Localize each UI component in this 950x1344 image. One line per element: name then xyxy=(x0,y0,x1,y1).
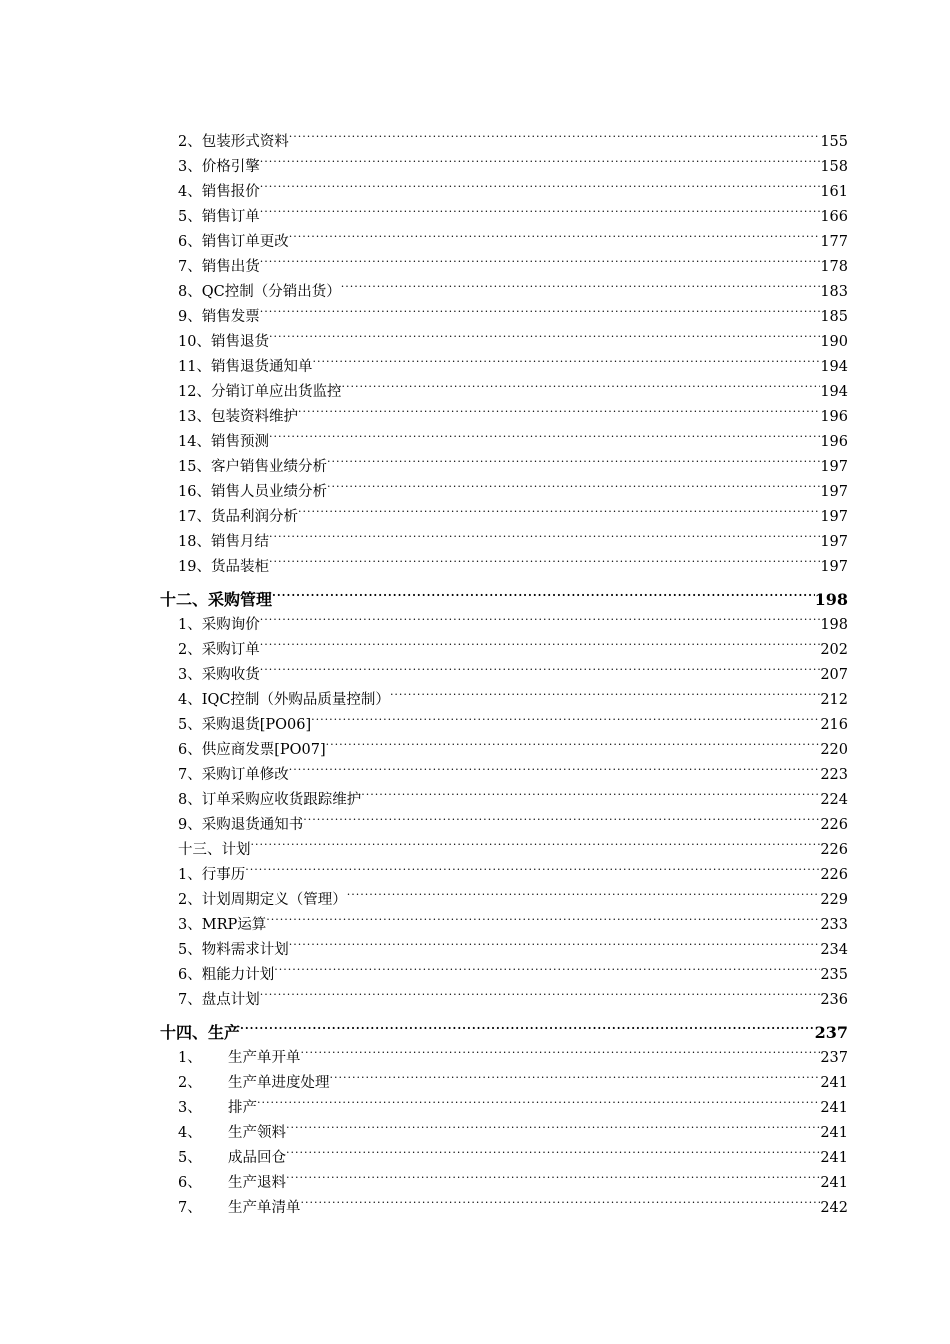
dot-leader xyxy=(341,378,820,396)
toc-entry-label: 8、订单采购应收货跟踪维护 xyxy=(178,792,362,808)
dot-leader xyxy=(251,836,821,854)
toc-chapter[interactable] xyxy=(160,1020,848,1042)
toc-entry-number: 3、 xyxy=(178,1100,202,1116)
toc-entry-page: 158 xyxy=(820,159,848,175)
dot-leader xyxy=(301,1044,821,1062)
toc-entry[interactable] xyxy=(178,686,848,709)
toc-entry-page: 190 xyxy=(820,334,848,350)
toc-entry-label: 3、价格引擎 xyxy=(178,159,260,175)
toc-entry-page: 177 xyxy=(820,234,848,250)
toc-entry-label: 17、货品利润分析 xyxy=(178,509,298,525)
toc-entry-label: 生产退料 xyxy=(228,1175,286,1191)
toc-entry-page: 197 xyxy=(820,484,848,500)
toc-entry-page: 197 xyxy=(820,534,848,550)
toc-entry[interactable] xyxy=(178,303,848,326)
dot-leader xyxy=(347,886,821,904)
toc-entry[interactable] xyxy=(178,911,848,934)
toc-entry-label: 7、销售出货 xyxy=(178,259,260,275)
dot-leader xyxy=(289,936,821,954)
toc-entry[interactable] xyxy=(178,478,848,501)
toc-entry-page: 241 xyxy=(820,1100,848,1116)
toc-entry-label: 4、IQC控制（外购品质量控制） xyxy=(178,692,390,708)
dot-leader xyxy=(266,911,820,929)
toc-entry[interactable] xyxy=(178,1194,848,1217)
toc-chapter-label: 十二、采购管理 xyxy=(160,590,273,609)
toc-entry-label: 8、QC控制（分销出货） xyxy=(178,284,341,300)
toc-entry[interactable] xyxy=(178,1094,848,1117)
toc-entry[interactable] xyxy=(178,278,848,301)
toc-entry-number: 7、 xyxy=(178,1200,202,1216)
toc-entry[interactable] xyxy=(178,328,848,351)
dot-leader xyxy=(326,736,821,754)
toc-entry-label: 3、MRP运算 xyxy=(178,917,267,933)
toc-entry[interactable] xyxy=(178,528,848,551)
toc-entry-label: 6、粗能力计划 xyxy=(178,967,275,983)
dot-leader xyxy=(269,553,820,571)
toc-entry-page: 223 xyxy=(820,767,848,783)
dot-leader xyxy=(303,811,820,829)
toc-entry[interactable] xyxy=(178,353,848,376)
dot-leader xyxy=(274,961,820,979)
toc-entry-page: 226 xyxy=(820,817,848,833)
toc-entry[interactable] xyxy=(178,861,848,884)
toc-entry[interactable] xyxy=(178,203,848,226)
toc-entry-label: 19、货品装柜 xyxy=(178,559,269,575)
toc-entry-number: 4、 xyxy=(178,1125,202,1141)
toc-entry-label: 15、客户销售业绩分析 xyxy=(178,459,327,475)
toc-entry-number: 2、 xyxy=(178,1075,202,1091)
toc-entry-page: 224 xyxy=(820,792,848,808)
toc-entry-page: 197 xyxy=(820,459,848,475)
dot-leader xyxy=(257,1094,820,1112)
toc-entry[interactable] xyxy=(178,1044,848,1067)
toc-entry-page: 207 xyxy=(820,667,848,683)
dot-leader xyxy=(269,328,820,346)
toc-entry-page: 202 xyxy=(820,642,848,658)
dot-leader xyxy=(330,1069,821,1087)
dot-leader xyxy=(289,228,821,246)
toc-entry[interactable] xyxy=(178,228,848,251)
toc-entry-label: 13、包装资料维护 xyxy=(178,409,298,425)
toc-entry-label: 6、供应商发票[PO07] xyxy=(178,742,326,758)
toc-entry-label: 3、采购收货 xyxy=(178,667,260,683)
toc-entry[interactable] xyxy=(178,736,848,759)
toc-chapter-label: 十四、生产 xyxy=(160,1023,241,1042)
dot-leader xyxy=(240,1020,815,1038)
toc-entry-page: 241 xyxy=(820,1075,848,1091)
toc-chapter-page: 198 xyxy=(814,590,848,609)
toc-entry-label: 生产单开单 xyxy=(228,1050,301,1066)
dot-leader xyxy=(298,503,820,521)
toc-entry-label: 9、采购退货通知书 xyxy=(178,817,304,833)
toc-entry-label: 2、计划周期定义（管理） xyxy=(178,892,347,908)
dot-leader xyxy=(298,403,820,421)
dot-leader xyxy=(260,253,821,271)
toc-entry-label: 11、销售退货通知单 xyxy=(178,359,313,375)
toc-entry-label: 6、销售订单更改 xyxy=(178,234,289,250)
toc-entry-page: 220 xyxy=(820,742,848,758)
toc-entry-label: 14、销售预测 xyxy=(178,434,269,450)
toc-entry-page: 194 xyxy=(820,359,848,375)
toc-entry-page: 196 xyxy=(820,434,848,450)
dot-leader xyxy=(341,278,821,296)
dot-leader xyxy=(260,178,821,196)
toc-entry[interactable] xyxy=(178,553,848,576)
dot-leader xyxy=(260,661,821,679)
toc-entry-label: 5、销售订单 xyxy=(178,209,260,225)
toc-entry[interactable] xyxy=(178,253,848,276)
toc-entry-page: 234 xyxy=(820,942,848,958)
dot-leader xyxy=(269,428,820,446)
toc-entry-page: 155 xyxy=(820,134,848,150)
toc-entry-number: 6、 xyxy=(178,1175,202,1191)
toc-entry[interactable] xyxy=(178,886,848,909)
toc-entry-page: 226 xyxy=(820,842,848,858)
toc-entry[interactable] xyxy=(178,711,848,734)
toc-entry-page: 241 xyxy=(820,1175,848,1191)
toc-entry-label: 2、包装形式资料 xyxy=(178,134,289,150)
toc-entry-label: 4、销售报价 xyxy=(178,184,260,200)
toc-entry-page: 216 xyxy=(820,717,848,733)
dot-leader xyxy=(272,587,815,605)
toc-entry-page: 166 xyxy=(820,209,848,225)
toc-entry-page: 236 xyxy=(820,992,848,1008)
toc-entry[interactable] xyxy=(178,611,848,634)
toc-entry-label: 7、盘点计划 xyxy=(178,992,260,1008)
toc-entry-label: 16、销售人员业绩分析 xyxy=(178,484,327,500)
toc-entry-label: 生产领料 xyxy=(228,1125,286,1141)
toc-entry[interactable] xyxy=(178,453,848,476)
toc-entry-page: 241 xyxy=(820,1150,848,1166)
toc-entry-label: 5、物料需求计划 xyxy=(178,942,289,958)
toc-entry-page: 233 xyxy=(820,917,848,933)
dot-leader xyxy=(301,1194,821,1212)
toc-entry-label: 5、采购退货[PO06] xyxy=(178,717,312,733)
toc-entry-label: 1、行事历 xyxy=(178,867,246,883)
dot-leader xyxy=(260,986,821,1004)
toc-entry[interactable] xyxy=(178,428,848,451)
toc-chapter[interactable] xyxy=(160,587,848,609)
dot-leader xyxy=(390,686,820,704)
toc-entry[interactable] xyxy=(178,403,848,426)
toc-entry-page: 178 xyxy=(820,259,848,275)
toc-entry[interactable] xyxy=(178,1169,848,1192)
toc-entry[interactable] xyxy=(178,786,848,809)
toc-entry[interactable] xyxy=(178,1069,848,1092)
toc-entry-page: 241 xyxy=(820,1125,848,1141)
toc-entry-label: 12、分销订单应出货监控 xyxy=(178,384,342,400)
toc-entry-number: 1、 xyxy=(178,1050,202,1066)
toc-entry[interactable] xyxy=(178,128,848,151)
toc-entry[interactable] xyxy=(178,178,848,201)
toc-entry-page: 161 xyxy=(820,184,848,200)
toc-entry-label: 生产单进度处理 xyxy=(228,1075,330,1091)
toc-entry-label: 7、采购订单修改 xyxy=(178,767,289,783)
toc-entry-label: 18、销售月结 xyxy=(178,534,269,550)
toc-entry-page: 194 xyxy=(820,384,848,400)
dot-leader xyxy=(269,528,820,546)
dot-leader xyxy=(260,303,821,321)
toc-entry-label: 成品回仓 xyxy=(228,1150,286,1166)
toc-entry[interactable] xyxy=(178,503,848,526)
toc-entry-page: 185 xyxy=(820,309,848,325)
toc-entry-page: 196 xyxy=(820,409,848,425)
dot-leader xyxy=(260,203,821,221)
toc-entry[interactable] xyxy=(178,1119,848,1142)
toc-entry[interactable] xyxy=(178,986,848,1009)
dot-leader xyxy=(312,353,820,371)
toc-chapter-page: 237 xyxy=(814,1023,848,1042)
toc-entry[interactable] xyxy=(178,811,848,834)
toc-entry[interactable] xyxy=(178,836,848,859)
toc-entry[interactable] xyxy=(178,661,848,684)
toc-entry-page: 183 xyxy=(820,284,848,300)
toc-entry-page: 226 xyxy=(820,867,848,883)
toc-entry-page: 229 xyxy=(820,892,848,908)
toc-entry-page: 212 xyxy=(820,692,848,708)
toc-entry[interactable] xyxy=(178,1144,848,1167)
dot-leader xyxy=(327,478,820,496)
dot-leader xyxy=(311,711,820,729)
dot-leader xyxy=(286,1119,820,1137)
dot-leader xyxy=(245,861,820,879)
dot-leader xyxy=(260,153,821,171)
toc-entry-page: 197 xyxy=(820,559,848,575)
toc-entry-label: 9、销售发票 xyxy=(178,309,260,325)
dot-leader xyxy=(260,636,821,654)
toc-entry-label: 1、采购询价 xyxy=(178,617,260,633)
dot-leader xyxy=(361,786,820,804)
toc-entry[interactable] xyxy=(178,378,848,401)
dot-leader xyxy=(260,611,821,629)
dot-leader xyxy=(286,1144,820,1162)
toc-entry-number: 5、 xyxy=(178,1150,202,1166)
toc-entry-page: 198 xyxy=(820,617,848,633)
toc-entry-page: 197 xyxy=(820,509,848,525)
dot-leader xyxy=(289,761,821,779)
toc-entry-page: 235 xyxy=(820,967,848,983)
toc-entry-label: 排产 xyxy=(228,1100,257,1116)
toc-entry[interactable] xyxy=(178,761,848,784)
toc-entry-page: 237 xyxy=(820,1050,848,1066)
toc-entry-label: 生产单清单 xyxy=(228,1200,301,1216)
dot-leader xyxy=(286,1169,820,1187)
toc-entry[interactable] xyxy=(178,153,848,176)
dot-leader xyxy=(327,453,820,471)
toc-entry-label: 2、采购订单 xyxy=(178,642,260,658)
toc-entry[interactable] xyxy=(178,636,848,659)
toc-entry-label: 十三、计划 xyxy=(178,842,251,858)
toc-entry-page: 242 xyxy=(820,1200,848,1216)
toc-entry[interactable] xyxy=(178,936,848,959)
dot-leader xyxy=(289,128,821,146)
toc-entry[interactable] xyxy=(178,961,848,984)
toc-entry-label: 10、销售退货 xyxy=(178,334,269,350)
